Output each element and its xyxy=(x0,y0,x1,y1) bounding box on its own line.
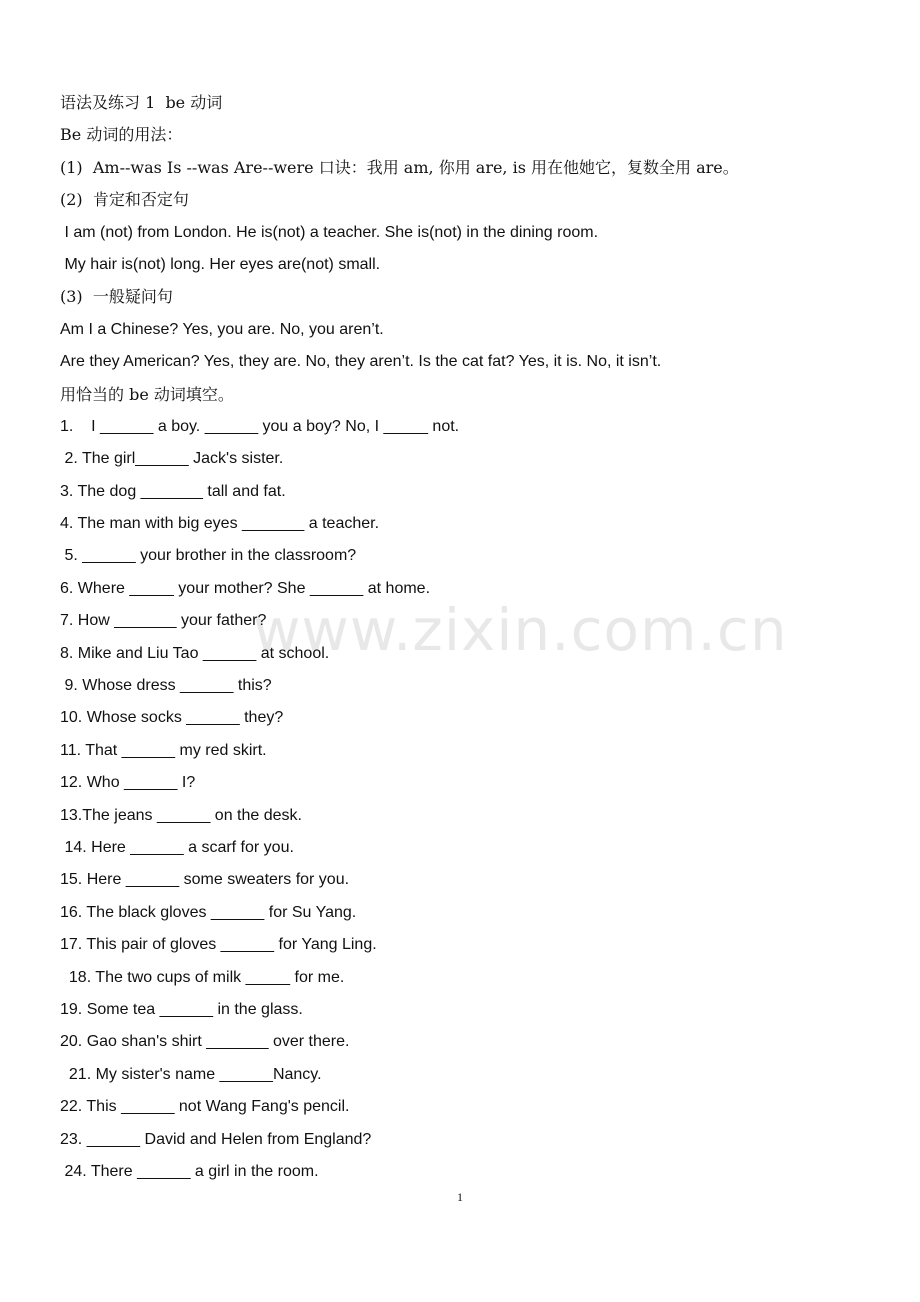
exercise-item-15: 15. Here ______ some sweaters for you. xyxy=(60,871,350,889)
exercise-item-17: 17. This pair of gloves ______ for Yang Ling. xyxy=(60,936,377,954)
exercise-item-24: 24. There ______ a girl in the room. xyxy=(60,1162,319,1180)
exercise-item-8: 8. Mike and Liu Tao ______ at school. xyxy=(60,644,330,662)
exercise-instruction: 用恰当的 be 动词填空。 xyxy=(60,384,234,404)
exercise-item-23: 23. ______ David and Helen from England? xyxy=(60,1130,372,1148)
exercise-item-13: 13.The jeans ______ on the desk. xyxy=(60,806,302,824)
exercise-item-10: 10. Whose socks ______ they? xyxy=(60,709,284,727)
example-line-3: Am I a Chinese? Yes, you are. No, you aren’t. xyxy=(60,320,384,338)
example-line-1: I am (not) from London. He is(not) a teacher. She is(not) in the dining room. xyxy=(60,223,599,241)
exercise-item-18: 18. The two cups of milk _____ for me. xyxy=(60,968,345,986)
exercise-item-20: 20. Gao shan's shirt _______ over there. xyxy=(60,1033,350,1051)
exercise-item-19: 19. Some tea ______ in the glass. xyxy=(60,1000,303,1018)
exercise-item-9: 9. Whose dress ______ this? xyxy=(60,677,272,695)
exercise-item-22: 22. This ______ not Wang Fang's pencil. xyxy=(60,1098,350,1116)
example-line-4: Are they American? Yes, they are. No, they aren’t. Is the cat fat? Yes, it is. No, it isn’t. xyxy=(60,353,662,371)
example-line-2: My hair is(not) long. Her eyes are(not) small. xyxy=(60,255,381,273)
section-heading-usage: Be 动词的用法： xyxy=(60,125,183,145)
document-body xyxy=(60,87,880,1188)
rule-heading-3: (3) 一般疑问句 xyxy=(60,287,173,307)
watermark: www.zixin.com.cn xyxy=(253,596,788,664)
exercise-item-21: 21. My sister's name ______Nancy. xyxy=(60,1065,322,1083)
exercise-item-7: 7. How _______ your father? xyxy=(60,612,267,630)
exercise-item-12: 12. Who ______ I? xyxy=(60,774,196,792)
worksheet-title: 语法及练习 1 be 动词 xyxy=(60,93,223,112)
rule-heading-2: (2) 肯定和否定句 xyxy=(60,190,189,210)
exercise-item-3: 3. The dog _______ tall and fat. xyxy=(60,482,286,500)
page-number: 1 xyxy=(457,1190,463,1204)
rule-line-1: (1) Am--was Is --was Are--were 口诀：我用 am, 你用 are, is 用在他她它，复数全用 are。 xyxy=(60,157,739,177)
exercise-item-16: 16. The black gloves ______ for Su Yang. xyxy=(60,903,357,921)
exercise-item-6: 6. Where _____ your mother? She ______ at home. xyxy=(60,579,431,597)
exercise-item-5: 5. ______ your brother in the classroom? xyxy=(60,547,357,565)
exercise-item-2: 2. The girl______ Jack's sister. xyxy=(60,450,284,468)
exercise-item-1: 1. I ______ a boy. ______ you a boy? No, I _____ not. xyxy=(60,417,460,435)
exercise-item-11: 11. That ______ my red skirt. xyxy=(60,741,267,759)
exercise-item-4: 4. The man with big eyes _______ a teacher. xyxy=(60,515,380,533)
exercise-item-14: 14. Here ______ a scarf for you. xyxy=(60,838,294,856)
